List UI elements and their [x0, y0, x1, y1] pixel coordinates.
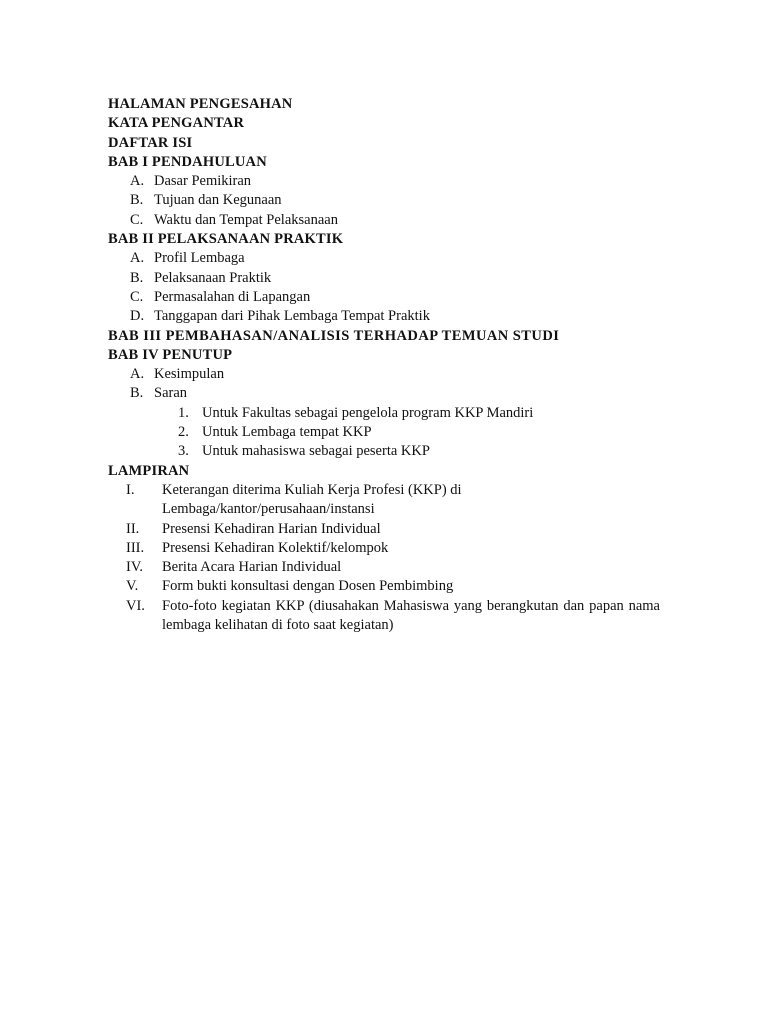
list-marker: D.	[130, 308, 145, 325]
list-item-text: Keterangan diterima Kuliah Kerja Profesi (KKP) di Lembaga/kantor/perusahaan/instansi	[162, 481, 462, 518]
list-marker: V.	[126, 578, 139, 595]
list-marker: 3.	[178, 443, 189, 460]
list-marker: 1.	[178, 404, 189, 421]
list-item-text: Profil Lembaga	[154, 250, 245, 267]
list-marker: II.	[126, 520, 140, 537]
list-marker: A.	[130, 366, 145, 383]
list-item-text: Waktu dan Tempat Pelaksanaan	[154, 211, 338, 228]
heading-bab-2: BAB II PELAKSANAAN PRAKTIK	[108, 231, 344, 248]
list-item	[108, 365, 668, 384]
list-marker: III.	[126, 539, 145, 556]
list-item	[108, 539, 668, 558]
list-marker: C.	[130, 211, 144, 228]
list-item	[108, 404, 668, 423]
heading-halaman-pengesahan: HALAMAN PENGESAHAN	[108, 96, 293, 112]
list-marker: I.	[126, 481, 135, 498]
heading-bab-1: BAB I PENDAHULUAN	[108, 153, 267, 170]
list-item-text: Berita Acara Harian Individual	[162, 559, 342, 576]
list-marker: B.	[130, 192, 144, 209]
list-item-text: Saran	[154, 385, 188, 402]
list-item-text: Untuk Lembaga tempat KKP	[202, 424, 372, 441]
list-item	[108, 211, 668, 230]
list-item-text: Kesimpulan	[154, 366, 225, 383]
list-item	[108, 442, 668, 461]
heading-daftar-isi: DAFTAR ISI	[108, 134, 193, 151]
list-marker: 2.	[178, 424, 189, 441]
list-item	[108, 423, 668, 442]
list-marker: A.	[130, 250, 145, 267]
list-item	[108, 520, 668, 539]
heading-bab-3: BAB III PEMBAHASAN/ANALISIS TERHADAP TEMUAN STUDI	[108, 327, 560, 344]
list-item-text: Presensi Kehadiran Harian Individual	[162, 520, 381, 537]
list-item	[108, 191, 668, 210]
list-marker: C.	[130, 288, 144, 305]
list-item-text: Untuk mahasiswa sebagai peserta KKP	[202, 443, 430, 460]
list-item-text: Dasar Pemikiran	[154, 173, 252, 190]
list-item	[108, 384, 668, 403]
list-item	[108, 269, 668, 288]
list-item	[108, 172, 668, 191]
list-item-text: Presensi Kehadiran Kolektif/kelompok	[162, 539, 389, 556]
list-item	[108, 481, 668, 520]
heading-lampiran: LAMPIRAN	[108, 462, 190, 479]
list-item	[108, 288, 668, 307]
list-item-text: Tanggapan dari Pihak Lembaga Tempat Praktik	[154, 308, 430, 325]
list-marker: VI.	[126, 597, 145, 614]
list-marker: B.	[130, 385, 144, 402]
list-item-text: Form bukti konsultasi dengan Dosen Pembimbing	[162, 578, 454, 595]
list-item	[108, 577, 668, 596]
list-marker: A.	[130, 173, 145, 190]
list-item	[108, 307, 668, 326]
list-item-text: Permasalahan di Lapangan	[154, 288, 311, 305]
list-item-text: Foto-foto kegiatan KKP (diusahakan Mahasiswa yang berangkutan dan papan nama lembaga kelihatan di foto saat kegiatan)	[162, 597, 660, 634]
list-item	[108, 249, 668, 268]
list-item	[108, 597, 668, 636]
table-of-contents	[108, 95, 668, 635]
list-item-text: Tujuan dan Kegunaan	[154, 192, 282, 209]
heading-bab-4: BAB IV PENUTUP	[108, 346, 233, 363]
list-marker: B.	[130, 269, 144, 286]
list-marker: IV.	[126, 559, 144, 576]
list-item	[108, 558, 668, 577]
list-item-text: Pelaksanaan Praktik	[154, 269, 272, 286]
heading-kata-pengantar: KATA PENGANTAR	[108, 115, 245, 132]
list-item-text: Untuk Fakultas sebagai pengelola program KKP Mandiri	[202, 404, 534, 421]
